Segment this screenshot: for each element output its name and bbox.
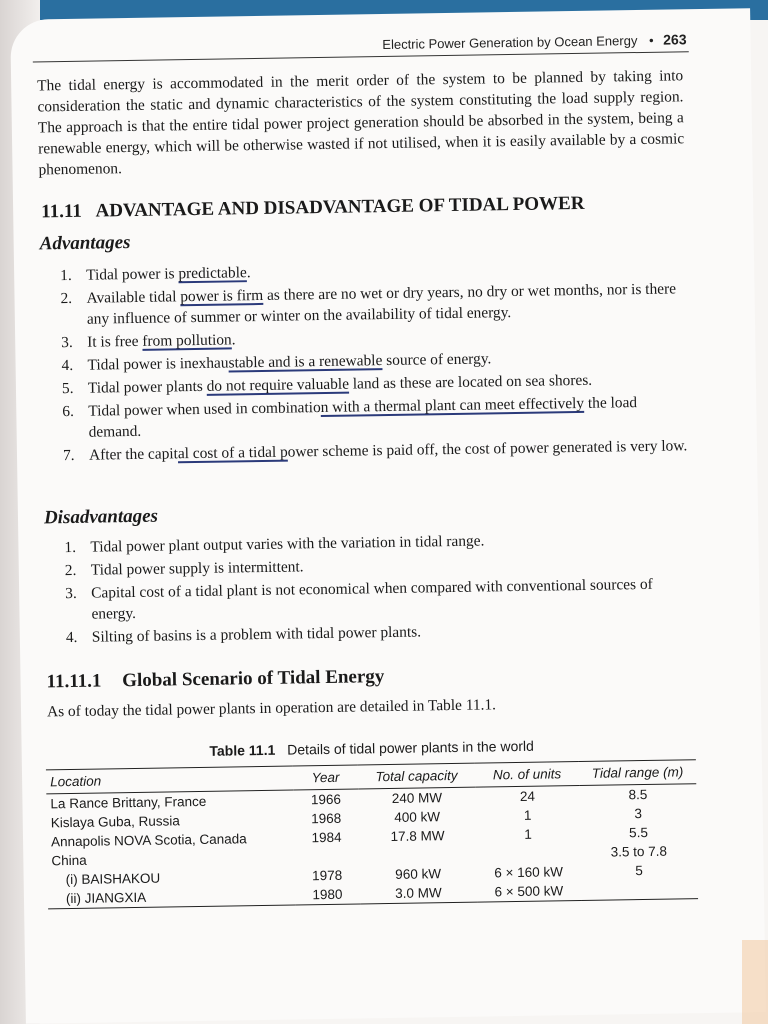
table-cell xyxy=(294,846,359,866)
section-title: ADVANTAGE AND DISADVANTAGE OF TIDAL POWER xyxy=(95,192,585,222)
table-cell: (ii) JIANGXIA xyxy=(48,886,295,909)
list-item-number: 4. xyxy=(65,628,78,647)
column-header: Tidal range (m) xyxy=(579,760,696,786)
disadvantages-list xyxy=(64,527,696,650)
list-item-number: 6. xyxy=(62,402,74,421)
header-bullet: • xyxy=(648,32,654,48)
list-item-text: Tidal power is xyxy=(86,265,179,284)
handwritten-underline-text: from pollution xyxy=(142,331,232,350)
table-cell: 17.8 MW xyxy=(390,828,445,844)
table-cell: Annapolis NOVA Scotia, Canada xyxy=(50,831,247,850)
subsection-paragraph: As of today the tidal power plants in operation are detailed in Table 11.1. xyxy=(46,696,497,721)
section-heading xyxy=(41,193,585,224)
advantages-heading: Advantages xyxy=(39,232,131,255)
list-item-number: 3. xyxy=(65,584,77,603)
page-edge-shade xyxy=(742,940,768,1024)
table-cell: 240 MW xyxy=(391,790,443,806)
running-title: Electric Power Generation by Ocean Energy xyxy=(382,33,638,53)
table-cell: 1 xyxy=(524,826,532,842)
book-page xyxy=(10,8,766,1023)
table-cell xyxy=(476,843,580,864)
running-header xyxy=(11,31,687,58)
table-cell: 3 xyxy=(634,806,643,822)
column-header: No. of units xyxy=(475,762,579,788)
list-item-text: Tidal power plants xyxy=(87,377,207,397)
list-item xyxy=(65,573,696,625)
list-item-number: 7. xyxy=(62,446,75,465)
table-caption-text: Details of tidal power plants in the world xyxy=(287,737,534,758)
list-item xyxy=(62,391,693,443)
handwritten-underline-text: power is firm xyxy=(180,286,264,306)
table-cell: (i) BAISHAKOU xyxy=(65,870,161,888)
section-number: 11.11 xyxy=(41,200,82,223)
page-number: 263 xyxy=(663,31,687,48)
list-item-number: 2. xyxy=(64,561,77,580)
intro-text: The tidal energy is accommodated in the merit order of the system to be planned by taking into consideration the static and dynamic characteristics of the system constituting the load supply region. The approach is that the entire tidal power project generation should be absorbed in the system, being a renewable energy, which will be otherwise wasted if not utilised, when it is easily available by a cosmic phenomenon. xyxy=(37,67,685,179)
table-label: Table 11.1 xyxy=(209,741,276,759)
table-cell: 6 × 500 kW xyxy=(477,881,581,902)
list-item-text: as there are no wet or dry years, no dry or wet months, nor is there any influence of summer or winter on the availability of tidal energy. xyxy=(86,280,677,328)
table-cell: 1980 xyxy=(295,884,360,905)
list-item-number: 2. xyxy=(60,289,73,308)
table-cell: 400 kW xyxy=(394,809,441,825)
list-item-number: 1. xyxy=(64,538,77,557)
list-item-number: 4. xyxy=(61,356,74,375)
column-header: Total capacity xyxy=(358,763,475,789)
list-item-text: ower scheme is paid off, the cost of power generated is very low. xyxy=(287,437,688,461)
table-cell: Kislaya Guba, Russia xyxy=(50,813,180,831)
list-item-number: 5. xyxy=(61,379,74,398)
table-cell: 1966 xyxy=(310,791,342,808)
list-item-text: Tidal power is inexhau xyxy=(87,354,229,374)
tidal-plants-table xyxy=(46,759,698,909)
table-cell: 8.5 xyxy=(628,786,648,803)
subsection-heading xyxy=(46,666,384,693)
table-cell: 6 × 160 kW xyxy=(494,864,564,881)
list-item-text: It is free xyxy=(87,332,143,351)
advantages-list xyxy=(60,255,693,468)
disadvantages-heading: Disadvantages xyxy=(43,505,159,529)
list-item-text: Capital cost of a tidal plant is not economical when compared with conventional sources of energy. xyxy=(91,575,653,623)
table-cell: La Rance Brittany, France xyxy=(50,793,207,812)
list-item-number: 3. xyxy=(61,333,73,352)
list-item-text: the load demand. xyxy=(88,394,638,441)
list-item-number: 1. xyxy=(60,266,72,285)
list-item-text: Silting of basins is a problem with tidal power plants. xyxy=(91,623,422,646)
handwritten-underline-text: do not require valuable xyxy=(206,375,350,395)
table-cell: 960 kW xyxy=(395,866,442,882)
handwritten-underline-text: stable and is a renewable xyxy=(228,352,383,372)
list-item-text: Tidal power supply is intermittent. xyxy=(90,558,304,579)
list-item-text: Available tidal xyxy=(86,288,181,307)
table-cell xyxy=(359,845,476,866)
handwritten-underline-text: predictable xyxy=(178,264,247,283)
subsection-title: Global Scenario of Tidal Energy xyxy=(122,666,385,692)
table-cell: 1968 xyxy=(311,810,342,827)
list-item xyxy=(60,278,691,330)
table-caption xyxy=(22,735,722,762)
table-cell: 5 xyxy=(635,863,643,879)
list-item-text: Tidal power plant output varies with the variation in tidal range. xyxy=(90,532,485,556)
list-item-text: . xyxy=(231,331,236,349)
table-cell: China xyxy=(51,852,87,869)
table-cell: 5.5 xyxy=(628,824,649,841)
list-item-text: source of energy. xyxy=(382,350,492,370)
table-cell: 3.5 to 7.8 xyxy=(610,843,668,860)
list-item-text: land as these are located on sea shores. xyxy=(348,371,593,393)
table-cell: 1 xyxy=(523,807,532,823)
table-cell xyxy=(581,879,698,900)
handwritten-underline-text: n with a thermal plant can meet effectively xyxy=(320,394,585,417)
intro-paragraph xyxy=(37,65,685,180)
table-body xyxy=(46,784,698,909)
column-header: Year xyxy=(293,765,358,790)
table-cell: 3.0 MW xyxy=(360,883,477,904)
list-item-text: After the capit xyxy=(88,445,179,464)
table-cell: 1984 xyxy=(311,829,342,846)
list-item-text: Tidal power when used in combinatio xyxy=(88,399,321,420)
table-cell: 24 xyxy=(519,788,536,804)
handwritten-underline-text: al cost of a tidal p xyxy=(177,443,288,463)
table-cell: 1978 xyxy=(311,867,343,884)
list-item-text: . xyxy=(246,264,251,282)
column-header: Location xyxy=(46,766,293,794)
subsection-number: 11.11.1 xyxy=(46,670,102,693)
